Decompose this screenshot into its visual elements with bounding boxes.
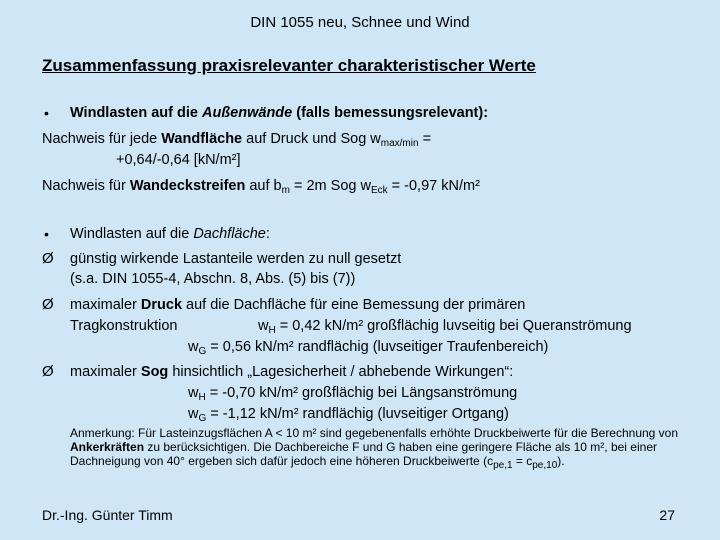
roof-heading-suffix: : [265,226,270,242]
roof-heading-italic: Dachfläche [193,226,266,242]
arrow-marker-2: Ø [42,296,54,313]
roof-item3-w1-sub: H [198,392,206,403]
walls-line3-sub2: Eck [370,185,388,196]
roof-item3-w1-letter: w [188,385,199,401]
bullet-roof: • [44,226,49,242]
roof-item2-w2-letter: w [188,339,199,355]
walls-line-2: +0,64/-0,64 [kN/m²] [116,152,241,168]
walls-line1-suffix: = [418,131,432,147]
walls-line3-suffix: = -0,97 kN/m² [387,178,480,194]
roof-item3-w1-text: = -0,70 kN/m² großflächig bei Längsanströmung [205,385,518,401]
roof-item2-suffix: auf die Dachfläche für eine Bemessung der primären [182,297,526,313]
roof-item2-w2-sub: G [198,346,207,357]
roof-item2-wg [188,337,548,357]
roof-item3-line1 [70,362,513,382]
walls-heading-italic: Außenwände [202,105,293,121]
roof-item3-w2-sub: G [198,413,207,424]
walls-line3-mid: auf b [245,178,282,194]
walls-line3-mid2: = 2m Sog w [289,178,371,194]
note-sub1: pe,1 [493,460,513,471]
roof-item3-wg [188,404,509,424]
roof-item3-bold: Sog [140,364,169,380]
bullet-walls: • [44,105,49,121]
roof-item2-line1 [70,295,525,315]
roof-item3-w2-text: = -1,12 kN/m² randflächig (luvseitiger Ortgang) [206,406,509,422]
roof-item2-w1-sub: H [268,325,276,336]
walls-line1-sub: max/min [380,138,419,149]
roof-item3-wh [188,383,517,403]
walls-heading-prefix: Windlasten auf die [70,105,202,121]
roof-heading [70,224,270,244]
walls-line1-bold: Wandfläche [161,131,243,147]
note-part4: ). [557,454,565,468]
roof-item3-suffix: hinsichtlich „Lagesicherheit / abhebende Wirkungen“: [168,364,514,380]
walls-line1-prefix: Nachweis für jede [42,131,162,147]
roof-item2-w1-letter: w [258,318,269,334]
note-part3: = c [512,454,533,468]
roof-item2-wh [258,316,632,336]
arrow-marker-1: Ø [42,250,54,267]
roof-heading-prefix: Windlasten auf die [70,226,194,242]
roof-item2-w2-text: = 0,56 kN/m² randflächig (luvseitiger Traufenbereich) [206,339,549,355]
roof-item2-label: Tragkonstruktion [70,318,178,334]
note-sub2: pe,10 [532,460,558,471]
note-bold: Ankerkräften [70,440,145,454]
walls-heading [70,103,488,123]
note-part1: Anmerkung: Für Lasteinzugsflächen A < 10 m² sind gegebenenfalls erhöhte Druckbeiwerte für die Berechnung von [70,426,679,440]
walls-line3-bold: Wandeckstreifen [129,178,246,194]
roof-item2-prefix: maximaler [70,297,141,313]
walls-line-1 [42,129,431,149]
walls-heading-suffix: (falls bemessungsrelevant): [292,105,489,121]
footer-author: Dr.-Ing. Günter Timm [42,507,173,523]
note-part2: zu berücksichtigen. Die Dachbereiche F und G haben eine geringere Fläche als 10 m², bei einer Dachneigung von 40° ergeben sich dafür jedoch eine höheren Druckbeiwerte (c [70,440,657,468]
roof-item1-line2: (s.a. DIN 1055-4, Abschn. 8, Abs. (5) bis (7)) [70,271,356,287]
page-number: 27 [659,507,675,523]
arrow-marker-3: Ø [42,363,54,380]
walls-line3-sub1: m [281,185,290,196]
roof-item2-bold: Druck [140,297,183,313]
walls-line-3 [42,176,480,196]
footnote [70,426,682,471]
slide-header: DIN 1055 neu, Schnee und Wind [250,14,470,31]
walls-line1-mid: auf Druck und Sog w [242,131,381,147]
walls-line3-prefix: Nachweis für [42,178,130,194]
roof-item1-line1: günstig wirkende Lastanteile werden zu null gesetzt [70,251,402,267]
roof-item3-prefix: maximaler [70,364,141,380]
roof-item3-w2-letter: w [188,406,199,422]
roof-item2-w1-text: = 0,42 kN/m² großflächig luvseitig bei Queranströmung [275,318,632,334]
slide-title: Zusammenfassung praxisrelevanter charakteristischer Werte [42,56,536,75]
